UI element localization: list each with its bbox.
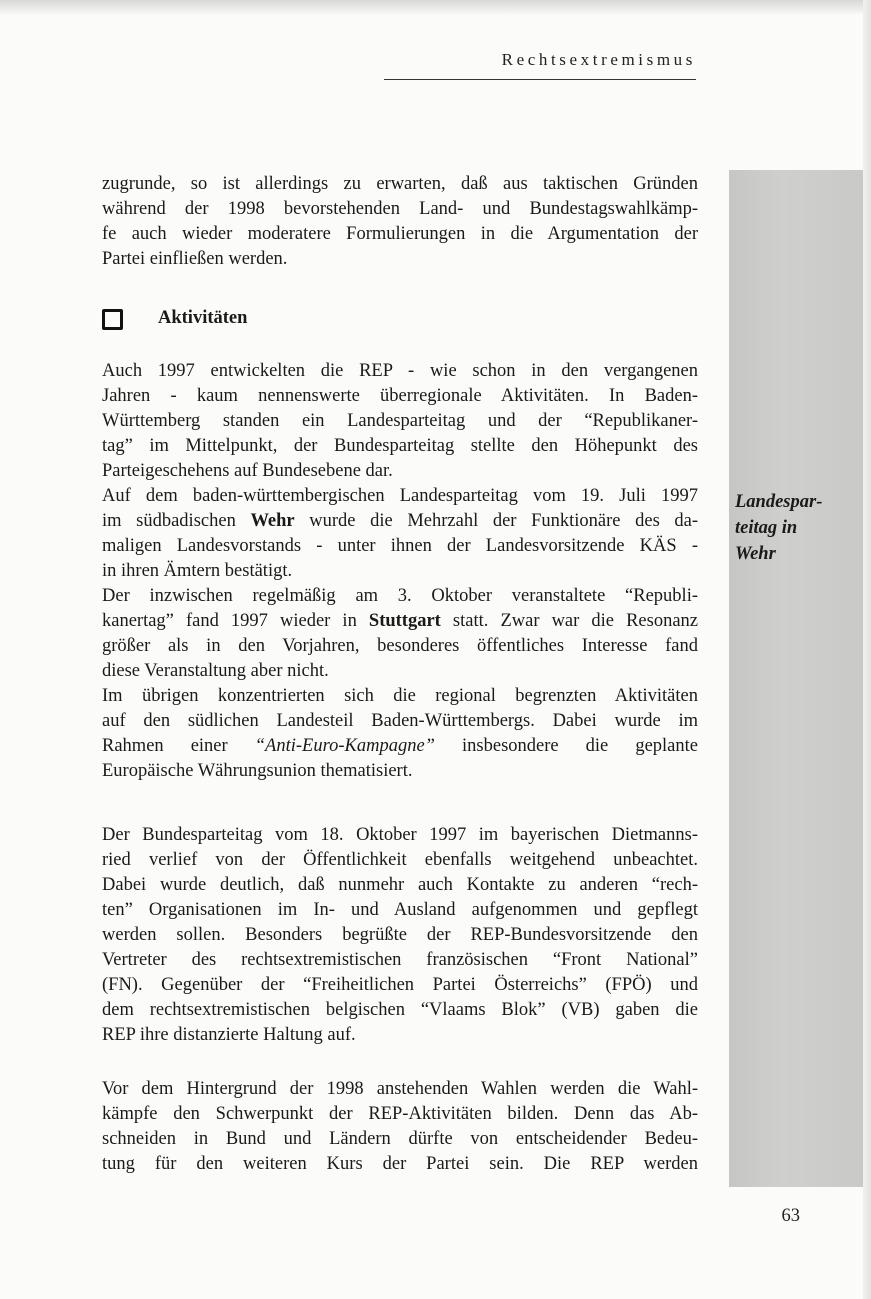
margin-band [729, 170, 863, 1187]
text-line: Dabei wurde deutlich, daß nunmehr auch Kontakte zu anderen “rech- [102, 875, 698, 895]
text-line [102, 609, 698, 634]
text-line: Vertreter des rechtsextremistischen französischen “Front National” [102, 950, 698, 970]
margin-note-line: teitag in [735, 518, 798, 538]
section-heading [102, 306, 502, 334]
text-line: ten” Organisationen im In- und Ausland aufgenommen und gepflegt [102, 900, 698, 920]
text-line: Vor dem Hintergrund der 1998 anstehenden Wahlen werden die Wahl- [102, 1079, 698, 1099]
paragraph-wahlen [102, 1077, 698, 1177]
text-line: Der inzwischen regelmäßig am 3. Oktober veranstaltete “Republi- [102, 586, 698, 606]
campaign-name: “Anti-Euro-Kampagne” [254, 736, 435, 756]
text-line: werden sollen. Besonders begrüßte der REP-Bundesvorsitzende den [102, 925, 698, 945]
place-name-wehr: Wehr [250, 511, 295, 531]
text-line: Im übrigen konzentrierten sich die regional begrenzten Aktivitäten [102, 686, 698, 706]
text-line: auf den südlichen Landesteil Baden-Württembergs. Dabei wurde im [102, 711, 698, 731]
place-name-stuttgart: Stuttgart [368, 611, 441, 631]
text-line: Parteigeschehens auf Bundesebene dar. [102, 461, 393, 481]
scan-right-edge [863, 0, 871, 1299]
text-line: (FN). Gegenüber der “Freiheitlichen Partei Österreichs” (FPÖ) und [102, 975, 698, 995]
running-header: Rechtsextremismus [501, 50, 696, 69]
section-title: Aktivitäten [158, 308, 248, 328]
text-line: Jahren - kaum nennenswerte überregionale Aktivitäten. In Baden- [102, 386, 698, 406]
text-line: REP ihre distanzierte Haltung auf. [102, 1025, 356, 1045]
text-line: Partei einfließen werden. [102, 249, 288, 269]
text-line: kämpfe den Schwerpunkt der REP-Aktivitäten bilden. Denn das Ab- [102, 1104, 698, 1124]
text-run: im südbadischen [102, 511, 251, 531]
paragraph-bundesparteitag [102, 823, 698, 1048]
text-line: ried verlief von der Öffentlichkeit ebenfalls weitgehend unbeachtet. [102, 850, 698, 870]
margin-note [735, 489, 855, 567]
text-line: fe auch wieder moderatere Formulierungen in die Argumentation der [102, 224, 698, 244]
text-line: während der 1998 bevorstehenden Land- und Bundestagswahlkämp- [102, 199, 698, 219]
checkbox-icon [102, 309, 123, 330]
margin-note-line: Wehr [735, 544, 776, 564]
text-line: größer als in den Vorjahren, besonderes öffentliches Interesse fand [102, 636, 698, 656]
text-line: zugrunde, so ist allerdings zu erwarten, daß aus taktischen Gründen [102, 174, 698, 194]
text-line [102, 509, 698, 534]
text-run: kanertag” fand 1997 wieder in [102, 611, 369, 631]
text-line: Württemberg standen ein Landesparteitag und der “Republikaner- [102, 411, 698, 431]
text-run: statt. Zwar war die Resonanz [440, 611, 698, 631]
text-line: schneiden in Bund und Ländern dürfte von entscheidender Bedeu- [102, 1129, 698, 1149]
page-number: 63 [781, 1206, 800, 1226]
text-line: dem rechtsextremistischen belgischen “Vlaams Blok” (VB) gaben die [102, 1000, 698, 1020]
text-line [102, 734, 698, 759]
text-line: tung für den weiteren Kurs der Partei sein. Die REP werden [102, 1154, 698, 1174]
paragraph-activities [102, 359, 698, 784]
text-line: in ihren Ämtern bestätigt. [102, 561, 293, 581]
text-line: Der Bundesparteitag vom 18. Oktober 1997 im bayerischen Dietmanns- [102, 825, 698, 845]
text-line: Auf dem baden-württembergischen Landesparteitag vom 19. Juli 1997 [102, 486, 698, 506]
text-line: Europäische Währungsunion thematisiert. [102, 761, 413, 781]
text-line: maligen Landesvorstands - unter ihnen der Landesvorsitzende KÄS - [102, 536, 698, 556]
text-line: diese Veranstaltung aber nicht. [102, 661, 329, 681]
scan-top-edge [0, 0, 871, 14]
paragraph-intro [102, 172, 698, 272]
text-run: insbesondere die geplante [434, 736, 698, 756]
margin-note-line: Landespar- [735, 492, 823, 512]
text-run: Rahmen einer [102, 736, 255, 756]
text-run: wurde die Mehrzahl der Funktionäre des da- [294, 511, 699, 531]
text-line: Auch 1997 entwickelten die REP - wie schon in den vergangenen [102, 361, 698, 381]
text-line: tag” im Mittelpunkt, der Bundesparteitag stellte den Höhepunkt des [102, 436, 698, 456]
header-rule [384, 79, 696, 80]
